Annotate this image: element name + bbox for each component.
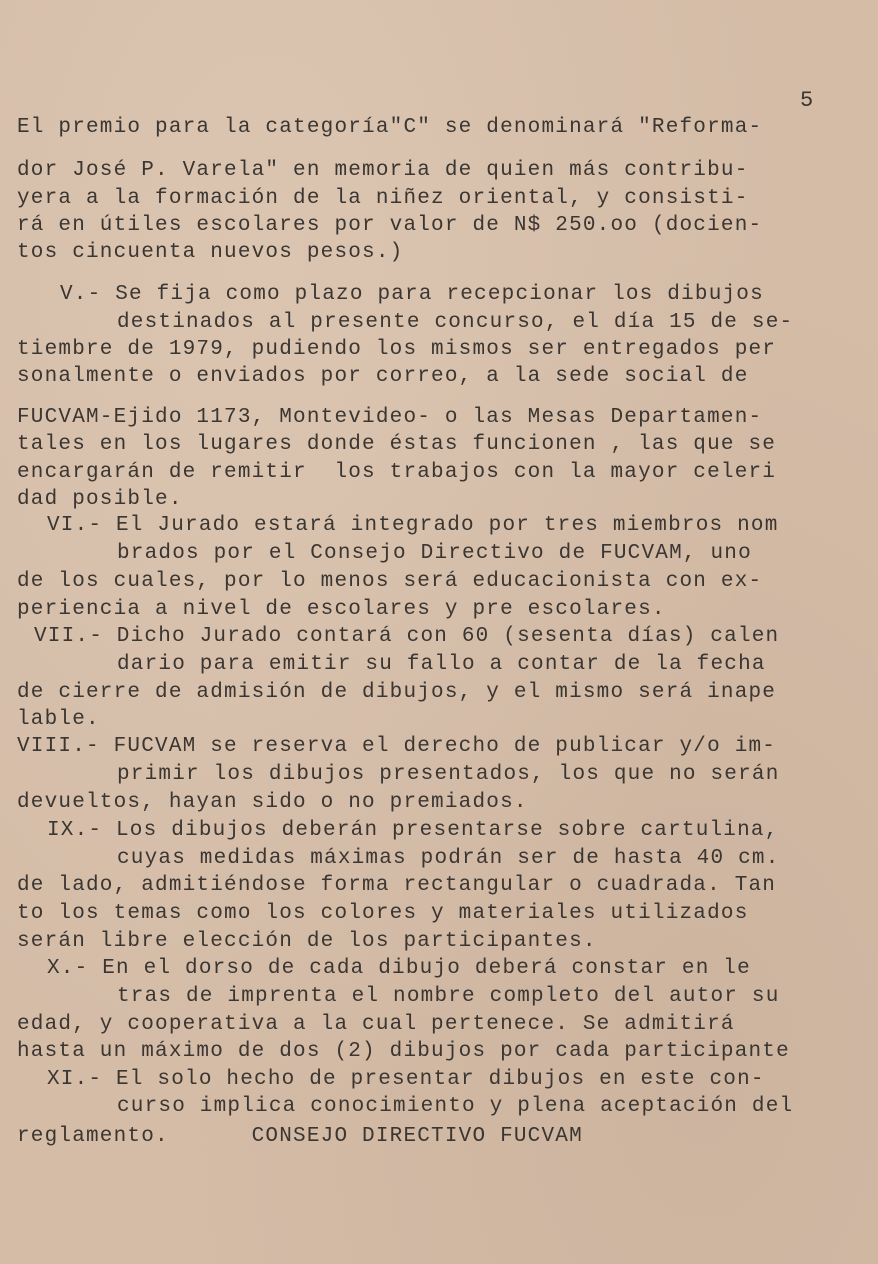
text-line-28: to los temas como los colores y materiales utilizados — [17, 902, 749, 925]
text-line-25: IX.- Los dibujos deberán presentarse sobre cartulina, — [47, 819, 779, 842]
text-line-23: primir los dibujos presentados, los que no serán — [117, 763, 780, 786]
page-number: 5 — [800, 88, 815, 113]
text-line-30: X.- En el dorso de cada dibujo deberá constar en le — [47, 957, 751, 980]
text-line-6: V.- Se fija como plazo para recepcionar los dibujos — [60, 283, 764, 306]
text-line-18: VII.- Dicho Jurado contará con 60 (sesenta días) calen — [34, 625, 780, 648]
text-line-15: brados por el Consejo Directivo de FUCVAM, uno — [117, 542, 752, 565]
text-line-4: rá en útiles escolares por valor de N$ 250.oo (docien- — [17, 214, 763, 237]
text-line-35: curso implica conocimiento y plena aceptación del — [117, 1095, 794, 1118]
text-line-11: tales en los lugares donde éstas funcionen , las que se — [17, 433, 777, 456]
text-line-17: periencia a nivel de escolares y pre escolares. — [17, 598, 666, 621]
text-line-19: dario para emitir su fallo a contar de la fecha — [117, 653, 766, 676]
text-line-24: devueltos, hayan sido o no premiados. — [17, 791, 528, 814]
text-line-3: yera a la formación de la niñez oriental, y consisti- — [17, 187, 749, 210]
text-line-34: XI.- El solo hecho de presentar dibujos en este con- — [47, 1068, 765, 1091]
text-line-32: edad, y cooperativa a la cual pertenece. Se admitirá — [17, 1013, 735, 1036]
text-line-31: tras de imprenta el nombre completo del autor su — [117, 985, 780, 1008]
text-line-10: FUCVAM-Ejido 1173, Montevideo- o las Mesas Departamen- — [17, 406, 763, 429]
text-line-21: lable. — [17, 708, 100, 731]
text-line-7: destinados al presente concurso, el día 15 de se- — [117, 311, 794, 334]
text-line-13: dad posible. — [17, 488, 183, 511]
text-line-27: de lado, admitiéndose forma rectangular o cuadrada. Tan — [17, 874, 777, 897]
text-line-33: hasta un máximo de dos (2) dibujos por cada participante — [17, 1040, 790, 1063]
text-line-9: sonalmente o enviados por correo, a la sede social de — [17, 365, 749, 388]
text-line-20: de cierre de admisión de dibujos, y el mismo será inape — [17, 681, 777, 704]
text-line-26: cuyas medidas máximas podrán ser de hasta 40 cm. — [117, 847, 780, 870]
text-line-36: reglamento. CONSEJO DIRECTIVO FUCVAM — [17, 1125, 583, 1148]
text-line-14: VI.- El Jurado estará integrado por tres miembros nom — [47, 514, 779, 537]
text-line-1: El premio para la categoría"C" se denominará "Reforma- — [17, 116, 763, 139]
text-line-16: de los cuales, por lo menos será educacionista con ex- — [17, 570, 763, 593]
text-line-8: tiembre de 1979, pudiendo los mismos ser entregados per — [17, 338, 777, 361]
text-line-5: tos cincuenta nuevos pesos.) — [17, 241, 404, 264]
text-line-22: VIII.- FUCVAM se reserva el derecho de publicar y/o im- — [17, 735, 777, 758]
text-line-29: serán libre elección de los participantes. — [17, 930, 597, 953]
text-line-12: encargarán de remitir los trabajos con la mayor celeri — [17, 461, 777, 484]
text-line-2: dor José P. Varela" en memoria de quien más contribu- — [17, 159, 749, 182]
